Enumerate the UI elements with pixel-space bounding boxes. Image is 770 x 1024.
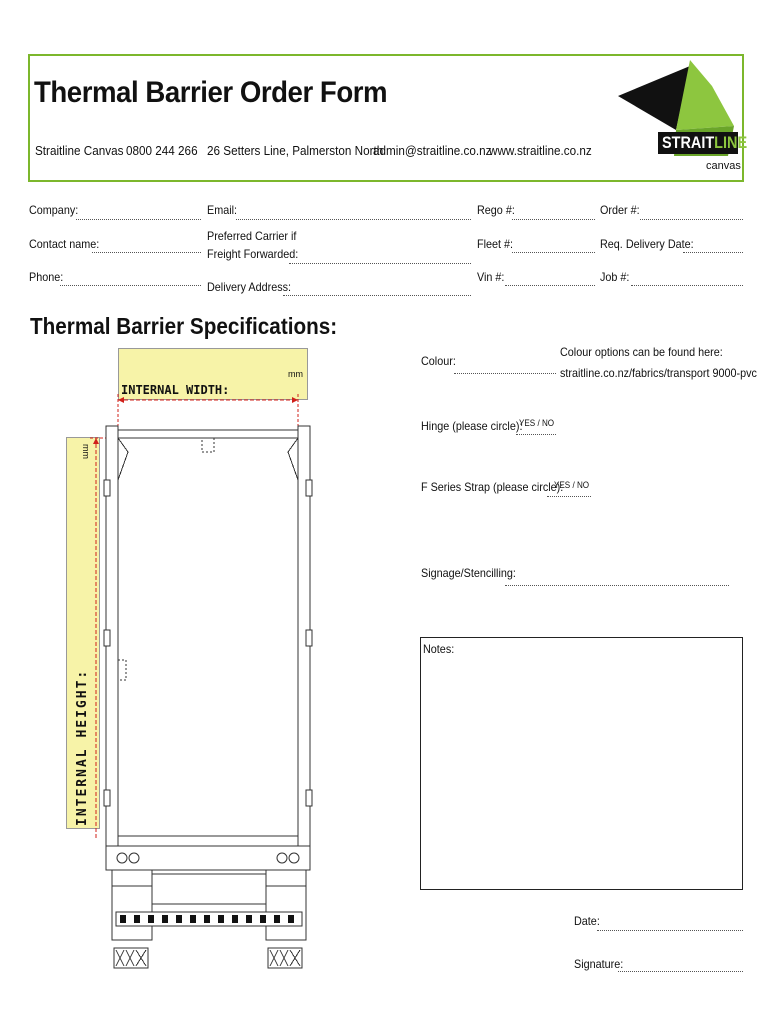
notes-box[interactable] [420,637,743,890]
job-label: Job #: [600,270,630,284]
company-website[interactable]: www.straitline.co.nz [489,143,592,158]
truck-body-diagram [60,390,330,980]
fleet-field[interactable] [512,252,595,253]
phone-field[interactable] [60,285,201,286]
specifications-title: Thermal Barrier Specifications: [30,313,338,339]
company-name: Straitline Canvas [35,143,124,158]
colour-label: Colour: [421,354,456,368]
company-label: Company: [29,203,79,217]
colour-options-link[interactable]: straitline.co.nz/fabrics/transport 9000-pvc [560,366,757,380]
height-mm-label: mm [81,444,91,459]
order-field[interactable] [640,219,743,220]
width-mm-label: mm [288,369,303,379]
strap-options[interactable]: YES / NO [554,480,590,490]
order-label: Order #: [600,203,640,217]
rego-label: Rego #: [477,203,515,217]
email-field[interactable] [236,219,471,220]
date-field[interactable] [597,930,743,931]
notes-label: Notes: [423,642,455,656]
contact-name-label: Contact name: [29,237,100,251]
req-delivery-field[interactable] [683,252,743,253]
preferred-carrier-label-2: Freight Forwarded: [207,247,299,261]
page-title: Thermal Barrier Order Form [34,76,388,109]
straitline-logo [616,56,748,180]
email-label: Email: [207,203,238,217]
hinge-field[interactable] [516,434,556,435]
company-phone: 0800 244 266 [126,143,198,158]
company-field[interactable] [76,219,201,220]
logo-sub: canvas [706,160,741,172]
colour-field[interactable] [454,373,556,374]
company-address: 26 Setters Line, Palmerston North [207,143,384,158]
logo-text: STRAIT [662,133,715,152]
company-email[interactable]: admin@straitline.co.nz [373,143,492,158]
hinge-options[interactable]: YES / NO [519,418,555,428]
signature-label: Signature: [574,957,624,971]
rego-field[interactable] [512,219,595,220]
signage-label: Signage/Stencilling: [421,566,516,580]
hinge-label: Hinge (please circle): [421,419,523,433]
f-series-strap-label: F Series Strap (please circle): [421,480,564,494]
internal-height-label: INTERNAL HEIGHT: [75,668,90,826]
date-label: Date: [574,914,600,928]
delivery-address-field[interactable] [283,295,471,296]
preferred-carrier-label-1: Preferred Carrier if [207,229,297,243]
strap-field[interactable] [547,496,591,497]
job-field[interactable] [631,285,743,286]
signage-field[interactable] [505,585,729,586]
signature-field[interactable] [618,971,743,972]
logo-text-accent: LINE [714,133,748,152]
delivery-address-label: Delivery Address: [207,280,292,294]
req-delivery-label: Req. Delivery Date: [600,237,694,251]
fleet-label: Fleet #: [477,237,514,251]
contact-name-field[interactable] [92,252,201,253]
vin-field[interactable] [505,285,595,286]
vin-label: Vin #: [477,270,505,284]
colour-options-line-1: Colour options can be found here: [560,345,723,359]
internal-width-label: INTERNAL WIDTH: [121,383,230,397]
phone-label: Phone: [29,270,64,284]
preferred-carrier-field[interactable] [289,263,471,264]
